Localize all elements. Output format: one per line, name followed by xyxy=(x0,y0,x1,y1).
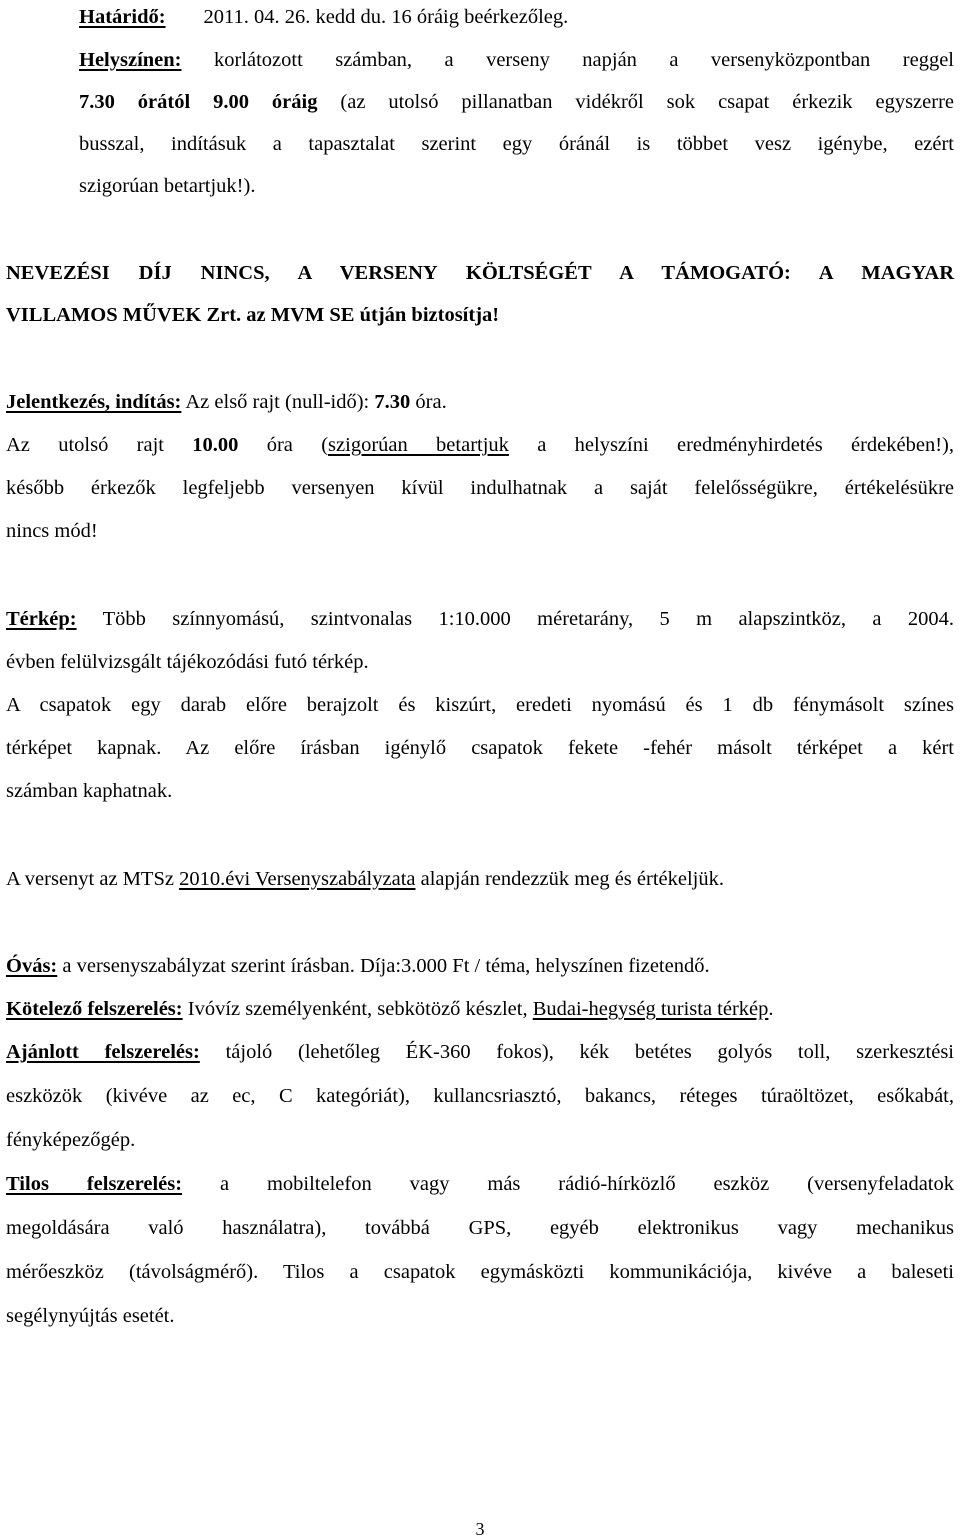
registration-label: Jelentkezés, indítás: xyxy=(6,391,182,413)
map-line-1 xyxy=(6,606,954,632)
protest-label: Óvás: xyxy=(6,955,58,977)
protest-line xyxy=(6,953,954,979)
deadline-text: 2011. 04. 26. kedd du. 16 óráig beérkezőleg. xyxy=(203,6,569,28)
forbidden-equipment-label: Tilos felszerelés: xyxy=(6,1173,183,1195)
location-label: Helyszínen: xyxy=(79,49,182,71)
deadline-label: Határidő: xyxy=(79,6,166,28)
last-start-unit: óra ( xyxy=(266,434,329,456)
recommended-equipment-label: Ajánlott felszerelés: xyxy=(6,1041,200,1063)
page-number: 3 xyxy=(475,1519,485,1539)
recommended-equipment-line-3: fényképezőgép. xyxy=(6,1129,136,1151)
forbidden-equipment-line-3: mérőeszköz (távolságmérő). Tilos a csapatok egymásközti kommunikációja, kivéve a baleseti xyxy=(6,1261,954,1283)
location-line-3: busszal, indításuk a tapasztalat szerint egy óránál is többet vesz igénybe, ezért xyxy=(79,133,954,155)
last-start-time: 10.00 xyxy=(192,434,239,456)
first-start-unit: óra. xyxy=(415,391,447,413)
map-line-4: térképet kapnak. Az előre írásban igénylő csapatok fekete -fehér másolt térképet a kért xyxy=(6,737,954,759)
location-line-2 xyxy=(79,89,954,115)
location-line-4: szigorúan betartjuk!). xyxy=(79,175,256,197)
protest-text: a versenyszabályzat szerint írásban. Díja:3.000 Ft / téma, helyszínen fizetendő. xyxy=(62,955,710,977)
rules-line xyxy=(6,866,954,892)
location-time: 7.30 órától 9.00 óráig xyxy=(79,91,318,113)
map-line-5: számban kaphatnak. xyxy=(6,780,173,802)
mandatory-end: . xyxy=(768,998,774,1020)
registration-line-4: nincs mód! xyxy=(6,520,98,542)
forbidden-equipment-line-4: segélynyújtás esetét. xyxy=(6,1305,175,1327)
mandatory-equipment-line xyxy=(6,996,954,1022)
recommended-equipment-line-2: eszközök (kivéve az ec, C kategóriát), kullancsriasztó, bakancs, réteges túraöltözet, esőkabát, xyxy=(6,1085,954,1107)
location-line-1 xyxy=(79,47,954,73)
entry-fee-line-1: NEVEZÉSI DÍJ NINCS, A VERSENY KÖLTSÉGÉT A TÁMOGATÓ: A MAGYAR xyxy=(6,262,954,284)
mandatory-map: Budai-hegység turista térkép xyxy=(532,998,769,1020)
rules-text-a: A versenyt az MTSz xyxy=(6,868,174,890)
forbidden-equipment-line-1 xyxy=(6,1171,954,1197)
entry-fee-line-2: VILLAMOS MŰVEK Zrt. az MVM SE útján biztosítja! xyxy=(6,304,500,326)
registration-line-3: később érkezők legfeljebb versenyen kívül indulhatnak a saját felelősségükre, értékelésükre xyxy=(6,477,954,499)
forbidden-equipment-line-2: megoldására való használatra), továbbá GPS, egyéb elektronikus vagy mechanikus xyxy=(6,1217,954,1239)
strictly-kept-text: szigorúan betartjuk xyxy=(328,434,509,456)
map-label: Térkép: xyxy=(6,608,77,630)
rules-regulation: 2010.évi Versenyszabályzata xyxy=(179,868,416,890)
mandatory-equipment-text: Ivóvíz személyenként, sebkötöző készlet, xyxy=(187,998,528,1020)
first-start-time: 7.30 xyxy=(374,391,411,413)
mandatory-equipment-label: Kötelező felszerelés: xyxy=(6,998,183,1020)
registration-line-1 xyxy=(6,389,954,415)
recommended-equipment-line-1 xyxy=(6,1039,954,1065)
registration-line-2 xyxy=(6,432,954,458)
location-text-1: korlátozott számban, a verseny napján a versenyközpontban reggel xyxy=(213,49,954,71)
map-line-3: A csapatok egy darab előre berajzolt és kiszúrt, eredeti nyomású és 1 db fénymásolt színes xyxy=(6,694,954,716)
location-text-2: (az utolsó pillanatban vidékről sok csapat érkezik egyszerre xyxy=(340,91,955,113)
recommended-equipment-text-1: tájoló (lehetőleg ÉK-360 fokos), kék betétes golyós toll, szerkesztési xyxy=(225,1041,955,1063)
forbidden-equipment-text-1: a mobiltelefon vagy más rádió-hírközlő eszköz (versenyfeladatok xyxy=(219,1173,954,1195)
deadline-line xyxy=(6,4,954,30)
rules-text-b: alapján rendezzük meg és értékeljük. xyxy=(420,868,724,890)
first-start-text: Az első rajt (null-idő): xyxy=(185,391,370,413)
last-start-reason: a helyszíni eredményhirdetés érdekében!), xyxy=(537,434,954,456)
last-start-text: Az utolsó rajt xyxy=(6,434,164,456)
map-text-1: Több színnyomású, szintvonalas 1:10.000 méretarány, 5 m alapszintköz, a 2004. xyxy=(102,608,954,630)
map-line-2: évben felülvizsgált tájékozódási futó térkép. xyxy=(6,651,369,673)
